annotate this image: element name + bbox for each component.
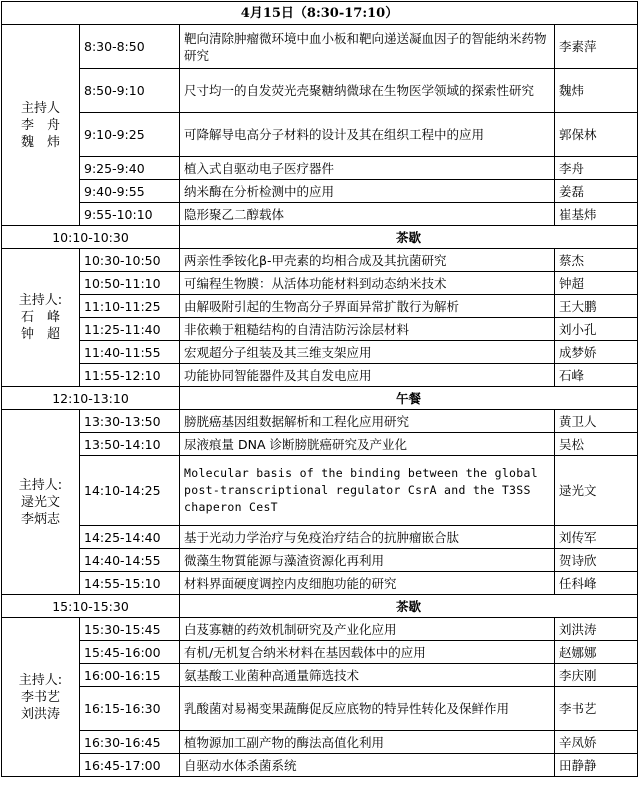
talk-title: 材料界面硬度调控内皮细胞功能的研究 [180,572,555,595]
host-cell [2,618,80,777]
talk-title: 膀胱癌基因组数据解析和工程化应用研究 [180,410,555,433]
time-cell: 9:55-10:10 [80,203,180,226]
speaker-name: 赵娜娜 [555,641,638,664]
speaker-name: 崔基炜 [555,203,638,226]
host-cell [2,25,80,226]
speaker-name: 刘洪涛 [555,618,638,641]
speaker-name: 贺诗欣 [555,549,638,572]
time-cell: 14:10-14:25 [80,456,180,526]
speaker-name: 姜磊 [555,180,638,203]
talk-title: 可降解导电高分子材料的设计及其在组织工程中的应用 [180,113,555,157]
session-row [2,410,638,433]
session-row [2,25,638,69]
header-row [2,2,638,25]
time-cell: 14:40-14:55 [80,549,180,572]
speaker-name: 李书艺 [555,687,638,731]
session-row [2,249,638,272]
session-row [2,433,638,456]
talk-title: 氨基酸工业菌种高通量筛选技术 [180,664,555,687]
speaker-name: 石峰 [555,364,638,387]
speaker-name: 田静静 [555,754,638,777]
time-cell: 8:30-8:50 [80,25,180,69]
session-row [2,318,638,341]
host-name: 魏 炜 [20,134,60,150]
talk-title: 功能协同智能器件及其自发电应用 [180,364,555,387]
session-row [2,572,638,595]
speaker-name: 吴松 [555,433,638,456]
host-label: 主持人: [18,477,63,493]
time-cell: 16:30-16:45 [80,731,180,754]
speaker-name: 郭保林 [555,113,638,157]
talk-title: 非依赖于粗糙结构的自清洁防污涂层材料 [180,318,555,341]
time-cell: 16:45-17:00 [80,754,180,777]
time-cell: 9:25-9:40 [80,157,180,180]
speaker-name: 钟超 [555,272,638,295]
session-row [2,113,638,157]
speaker-name: 黄卫人 [555,410,638,433]
session-row [2,526,638,549]
speaker-name: 魏炜 [555,69,638,113]
break-row [2,226,638,249]
break-row [2,387,638,410]
talk-title: 靶向清除肿瘤微环境中血小板和靶向递送凝血因子的智能纳米药物研究 [180,25,555,69]
session-row [2,456,638,526]
time-cell: 11:25-11:40 [80,318,180,341]
talk-title: 由解吸附引起的生物高分子界面异常扩散行为解析 [180,295,555,318]
speaker-name: 辛凤娇 [555,731,638,754]
talk-title: 纳米酶在分析检测中的应用 [180,180,555,203]
speaker-name: 逯光文 [555,456,638,526]
speaker-name: 王大鹏 [555,295,638,318]
speaker-name: 刘传军 [555,526,638,549]
time-cell: 10:30-10:50 [80,249,180,272]
session-row [2,69,638,113]
talk-title: 两亲性季铵化β-甲壳素的均相合成及其抗菌研究 [180,249,555,272]
talk-title: 尿液痕量 DNA 诊断膀胱癌研究及产业化 [180,433,555,456]
session-row [2,731,638,754]
time-cell: 11:10-11:25 [80,295,180,318]
date-header: 4月15日（8:30-17:10） [2,2,638,25]
session-row [2,295,638,318]
speaker-name: 刘小孔 [555,318,638,341]
time-cell: 16:15-16:30 [80,687,180,731]
break-time: 15:10-15:30 [2,595,180,618]
time-cell: 15:45-16:00 [80,641,180,664]
speaker-name: 蔡杰 [555,249,638,272]
talk-title: 植入式自驱动电子医疗器件 [180,157,555,180]
host-name: 钟 超 [20,327,60,342]
time-cell: 9:40-9:55 [80,180,180,203]
talk-title: 乳酸菌对易褐变果蔬酶促反应底物的特异性转化及保鲜作用 [180,687,555,731]
time-cell: 14:55-15:10 [80,572,180,595]
session-row [2,754,638,777]
session-row [2,157,638,180]
host-cell [2,410,80,595]
session-row [2,364,638,387]
host-name: 刘洪涛 [20,706,60,722]
talk-title: 有机/无机复合纳米材料在基因载体中的应用 [180,641,555,664]
talk-title: 自驱动水体杀菌系统 [180,754,555,777]
host-label: 主持人: [18,293,63,308]
speaker-name: 任科峰 [555,572,638,595]
session-row [2,180,638,203]
time-cell: 10:50-11:10 [80,272,180,295]
session-row [2,618,638,641]
break-label: 茶歇 [180,226,638,249]
session-row [2,341,638,364]
time-cell: 15:30-15:45 [80,618,180,641]
host-name: 李炳志 [20,511,60,527]
talk-title: 微藻生物質能源与藻渣资源化再利用 [180,549,555,572]
talk-title: 尺寸均一的自发荧光壳聚糖纳微球在生物医学领域的探索性研究 [180,69,555,113]
time-cell: 14:25-14:40 [80,526,180,549]
host-name: 李书艺 [20,689,60,705]
break-time: 12:10-13:10 [2,387,180,410]
schedule-table [1,1,638,777]
time-cell: 9:10-9:25 [80,113,180,157]
session-row [2,687,638,731]
time-cell: 11:40-11:55 [80,341,180,364]
break-label: 茶歇 [180,595,638,618]
speaker-name: 李素萍 [555,25,638,69]
break-label: 午餐 [180,387,638,410]
talk-title: Molecular basis of the binding between the global post-transcriptional regulator CsrA and the T3SS chaperon CesT [180,456,555,526]
talk-title: 基于光动力学治疗与免疫治疗结合的抗肿瘤嵌合肽 [180,526,555,549]
talk-title: 宏观超分子组装及其三维支架应用 [180,341,555,364]
time-cell: 16:00-16:15 [80,664,180,687]
session-row [2,641,638,664]
talk-title: 白芨寡糖的药效机制研究及产业化应用 [180,618,555,641]
host-name: 石 峰 [20,310,60,325]
break-row [2,595,638,618]
talk-title: 可编程生物膜：从活体功能材料到动态纳米技术 [180,272,555,295]
session-row [2,549,638,572]
host-cell [2,249,80,387]
host-label: 主持人 [20,100,60,116]
talk-title: 植物源加工副产物的酶法高值化利用 [180,731,555,754]
time-cell: 11:55-12:10 [80,364,180,387]
talk-title: 隐形聚乙二醇载体 [180,203,555,226]
host-name: 李 舟 [20,117,60,133]
host-name: 逯光文 [20,494,60,510]
session-row [2,203,638,226]
host-label: 主持人: [18,672,63,688]
time-cell: 13:30-13:50 [80,410,180,433]
speaker-name: 李舟 [555,157,638,180]
speaker-name: 成梦娇 [555,341,638,364]
speaker-name: 李庆刚 [555,664,638,687]
session-row [2,272,638,295]
break-time: 10:10-10:30 [2,226,180,249]
time-cell: 13:50-14:10 [80,433,180,456]
session-row [2,664,638,687]
time-cell: 8:50-9:10 [80,69,180,113]
